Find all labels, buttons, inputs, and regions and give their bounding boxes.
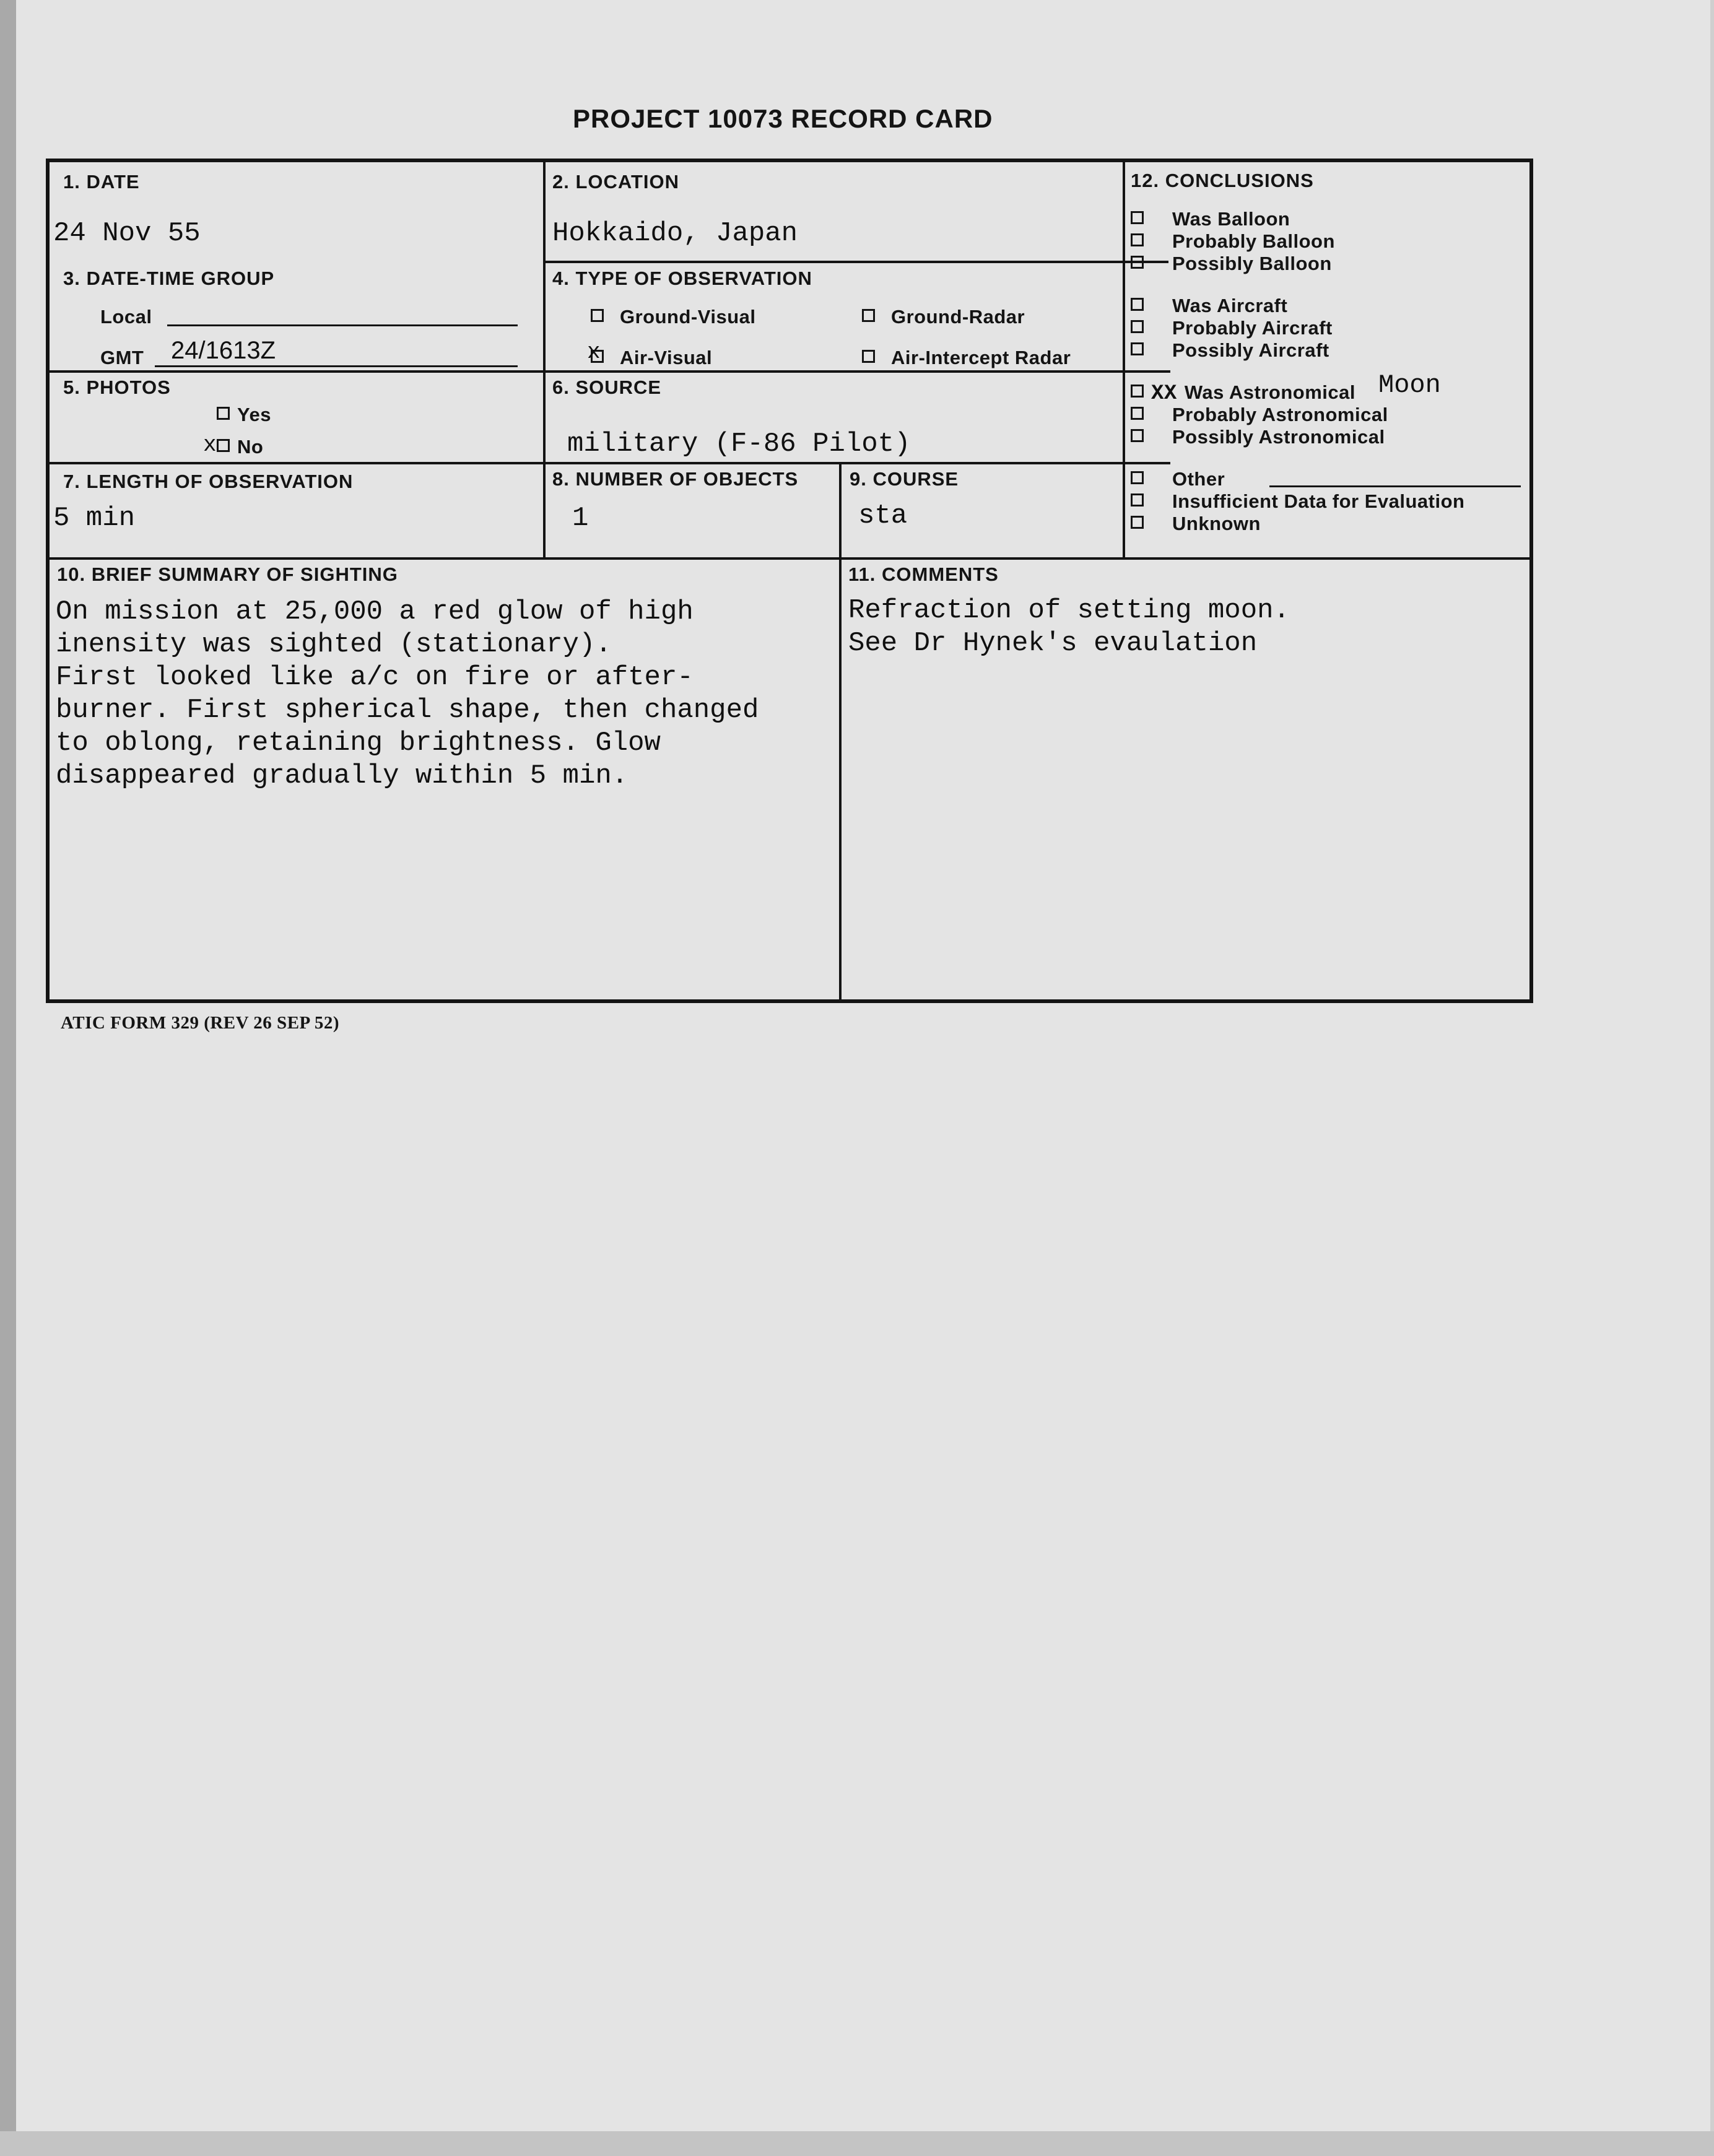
conclusion-probably-balloon: Probably Balloon xyxy=(1131,230,1335,253)
option-ground-radar: Ground-Radar xyxy=(862,306,1025,328)
conclusion-insufficient-data: Insufficient Data for Evaluation xyxy=(1131,490,1464,513)
datetime-label: 3. DATE-TIME GROUP xyxy=(63,267,275,289)
other-field-line xyxy=(1269,485,1521,487)
summary-label: 10. BRIEF SUMMARY OF SIGHTING xyxy=(57,563,398,585)
astronomical-check-mark: XX xyxy=(1151,382,1177,406)
summary-line: On mission at 25,000 a red glow of high xyxy=(56,596,694,627)
checkbox xyxy=(1131,493,1144,506)
conclusion-unknown: Unknown xyxy=(1131,513,1261,535)
course-label: 9. COURSE xyxy=(850,468,959,490)
local-label: Local xyxy=(100,306,152,328)
form-footer: ATIC FORM 329 (REV 26 SEP 52) xyxy=(61,1013,340,1033)
date-label: 1. DATE xyxy=(63,171,140,193)
checkbox xyxy=(1131,256,1144,269)
conclusion-possibly-aircraft: Possibly Aircraft xyxy=(1131,339,1329,362)
length-value: 5 min xyxy=(53,503,136,534)
location-label: 2. LOCATION xyxy=(552,171,680,193)
checkbox xyxy=(1131,320,1144,333)
checkbox-checked xyxy=(217,439,230,452)
conclusions-label: 12. CONCLUSIONS xyxy=(1131,170,1314,191)
divider xyxy=(50,462,1170,464)
divider xyxy=(839,462,842,1003)
observation-type-label: 4. TYPE OF OBSERVATION xyxy=(552,267,812,289)
conclusion-was-balloon: Was Balloon xyxy=(1131,208,1290,230)
scan-edge-left xyxy=(0,0,16,2156)
course-value: sta xyxy=(858,500,908,531)
card-title: PROJECT 10073 RECORD CARD xyxy=(573,104,993,133)
option-ground-visual: Ground-Visual xyxy=(591,306,756,328)
checkbox xyxy=(862,309,875,322)
photos-no-check-mark: x xyxy=(203,432,217,458)
conclusion-probably-aircraft: Probably Aircraft xyxy=(1131,317,1333,339)
length-label: 7. LENGTH OF OBSERVATION xyxy=(63,471,354,492)
conclusion-note: Moon xyxy=(1378,370,1441,400)
option-yes: Yes xyxy=(217,404,271,426)
comments-line: See Dr Hynek's evaulation xyxy=(848,628,1258,659)
checkbox xyxy=(862,350,875,363)
checkbox xyxy=(1131,298,1144,311)
gmt-value: 24/1613Z xyxy=(171,337,276,364)
divider xyxy=(1123,162,1125,557)
comments-label: 11. COMMENTS xyxy=(848,563,999,585)
divider xyxy=(543,261,1168,263)
date-value: 24 Nov 55 xyxy=(53,218,201,249)
record-card xyxy=(46,159,1533,1003)
objects-label: 8. NUMBER OF OBJECTS xyxy=(552,468,799,490)
summary-line: disappeared gradually within 5 min. xyxy=(56,760,629,791)
scan-edge-bottom xyxy=(0,2131,1714,2156)
checkbox xyxy=(1131,471,1144,484)
source-value: military (F-86 Pilot) xyxy=(567,428,911,459)
objects-value: 1 xyxy=(572,503,589,534)
checkbox xyxy=(1131,211,1144,224)
gmt-label: GMT xyxy=(100,347,144,368)
checkbox-checked xyxy=(1131,385,1144,398)
divider xyxy=(543,162,546,557)
divider xyxy=(50,370,1170,373)
comments-line: Refraction of setting moon. xyxy=(848,595,1290,626)
air-visual-check-mark: x xyxy=(587,339,601,365)
conclusion-possibly-balloon: Possibly Balloon xyxy=(1131,253,1332,275)
summary-text xyxy=(56,596,759,793)
conclusion-other: Other xyxy=(1131,468,1225,490)
option-air-visual: Air-Visual xyxy=(591,347,712,369)
location-value: Hokkaido, Japan xyxy=(552,218,798,249)
checkbox xyxy=(217,407,230,420)
option-air-intercept-radar: Air-Intercept Radar xyxy=(862,347,1071,369)
checkbox xyxy=(1131,516,1144,529)
source-label: 6. SOURCE xyxy=(552,376,662,398)
conclusion-probably-astronomical: Probably Astronomical xyxy=(1131,404,1388,426)
divider xyxy=(50,557,1531,560)
gmt-field-line xyxy=(155,365,518,367)
conclusion-was-astronomical: XX Was Astronomical xyxy=(1131,381,1355,406)
option-no: No xyxy=(217,436,263,458)
summary-line: inensity was sighted (stationary). xyxy=(56,629,612,660)
checkbox xyxy=(591,309,604,322)
checkbox xyxy=(1131,342,1144,355)
comments-text xyxy=(848,594,1290,660)
checkbox xyxy=(1131,233,1144,246)
conclusion-was-aircraft: Was Aircraft xyxy=(1131,295,1287,317)
local-field-line xyxy=(167,324,518,326)
checkbox xyxy=(1131,429,1144,442)
scan-edge-right xyxy=(1710,0,1714,2156)
checkbox xyxy=(1131,407,1144,420)
summary-line: burner. First spherical shape, then changed xyxy=(56,695,759,726)
summary-line: First looked like a/c on fire or after- xyxy=(56,662,694,693)
conclusion-possibly-astronomical: Possibly Astronomical xyxy=(1131,426,1385,448)
photos-label: 5. PHOTOS xyxy=(63,376,171,398)
summary-line: to oblong, retaining brightness. Glow xyxy=(56,728,661,759)
